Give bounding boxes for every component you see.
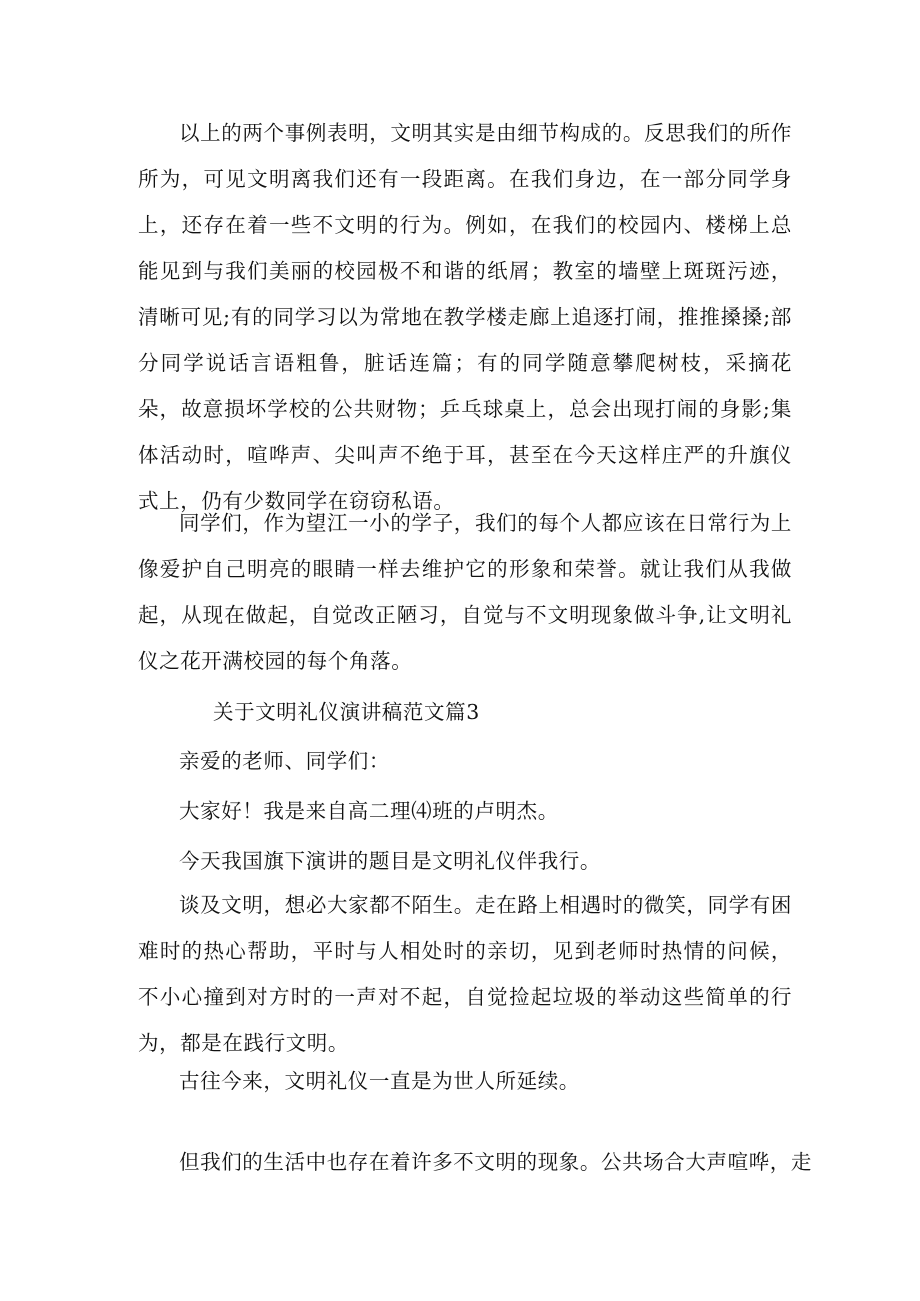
topic-line: 今天我国旗下演讲的题目是文明礼仪伴我行。 bbox=[179, 849, 601, 873]
paragraph-call-to-action: 同学们，作为望江一小的学子，我们的每个人都应该在日常行为上像爱护自己明亮的眼睛一样去维护它的形象和荣誉。就让我们从我做起，从现在做起，自觉改正陋习，自觉与不文明现象做斗争,让文明礼仪之花开满校园的每个角落。 bbox=[138, 511, 792, 673]
tradition-line: 古往今来，文明礼仪一直是为世人所延续。 bbox=[179, 1069, 580, 1093]
uncivil-phenomena-line: 但我们的生活中也存在着许多不文明的现象。公共场合大声喧哗，走 bbox=[179, 1150, 812, 1174]
paragraph-civility-examples: 谈及文明，想必大家都不陌生。走在路上相遇时的微笑，同学有困难时的热心帮助，平时与人相处时的亲切，见到老师时热情的问候，不小心撞到对方时的一声对不起，自觉捡起垃圾的举动这些简单的行为，都是在践行文明。 bbox=[138, 893, 792, 1055]
greeting: 大家好！我是来自高二理⑷班的卢明杰。 bbox=[179, 799, 559, 823]
salutation: 亲爱的老师、同学们： bbox=[179, 749, 390, 773]
paragraph-civility-details: 以上的两个事例表明，文明其实是由细节构成的。反思我们的所作所为，可见文明离我们还有一段距离。在我们身边，在一部分同学身上，还存在着一些不文明的行为。例如，在我们的校园内、楼梯上总能见到与我们美丽的校园极不和谐的纸屑；教室的墙壁上斑斑污迹，清晰可见;有的同学习以为常地在教学楼走廊上追逐打闹，推推搡搡;部分同学说话言语粗鲁，脏话连篇；有的同学随意攀爬树枝，采摘花朵，故意损坏学校的公共财物；乒乓球桌上，总会出现打闹的身影;集体活动时，喧哗声、尖叫声不绝于耳，甚至在今天这样庄严的升旗仪式上，仍有少数同学在窃窃私语。 bbox=[138, 121, 792, 513]
section-heading: 关于文明礼仪演讲稿范文篇3 bbox=[213, 700, 480, 724]
